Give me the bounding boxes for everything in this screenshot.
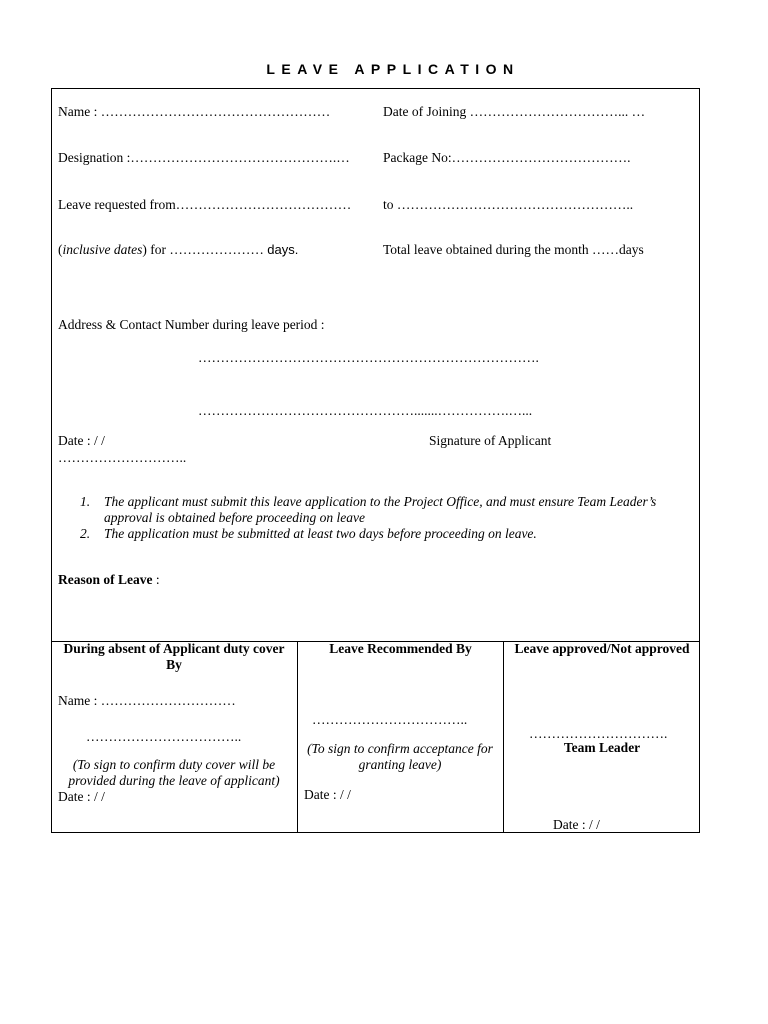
recommended-by-header: Leave Recommended By — [329, 641, 472, 656]
signature-label: Signature of Applicant — [429, 433, 552, 448]
leave-to-field[interactable]: to …………………………………………….. — [383, 197, 634, 212]
date-of-joining-field[interactable]: Date of Joining ……………………………... … — [383, 104, 646, 119]
total-leave-field[interactable]: Total leave obtained during the month ……days — [383, 242, 644, 257]
recommended-signature-line[interactable]: …………………………….. — [312, 712, 468, 727]
address-line-2[interactable]: ………………………………………….......…………….…... — [198, 403, 533, 418]
inclusive-dates-label: inclusive dates — [62, 242, 143, 257]
days-period: . — [294, 242, 299, 257]
duty-cover-name-field[interactable]: Name : ………………………… — [58, 693, 236, 708]
leave-days-field[interactable] — [58, 242, 298, 258]
note-text: The application must be submitted at least two days before proceeding on leave. — [104, 526, 537, 541]
approval-date-field[interactable]: Date : / / — [553, 817, 600, 832]
package-no-field[interactable]: Package No:…………………………………. — [383, 150, 631, 165]
address-line-1[interactable]: …………………………………………………………………. — [198, 350, 539, 365]
duty-cover-note: (To sign to confirm duty cover will be provided during the leave of applicant) — [68, 757, 280, 788]
designation-field[interactable]: Designation :……………………………………….… — [58, 150, 350, 165]
address-label: Address & Contact Number during leave period : — [58, 317, 325, 332]
team-leader-label: Team Leader — [563, 740, 641, 755]
reason-label: Reason of Leave — [58, 572, 153, 587]
duty-cover-date-field[interactable]: Date : / / — [58, 789, 105, 804]
approval-header: Leave approved/Not approved — [514, 641, 690, 656]
days-label: days — [267, 242, 295, 257]
note-number: 1. — [80, 494, 91, 509]
signature-line[interactable]: ……………………….. — [58, 450, 187, 465]
duty-cover-header: During absent of Applicant duty cover By — [63, 641, 285, 672]
duty-cover-signature-line[interactable]: …………………………….. — [86, 729, 242, 744]
inclusive-for-label: ) for ………………… — [142, 242, 264, 257]
reason-field[interactable] — [58, 572, 160, 588]
note-number: 2. — [80, 526, 91, 541]
note-item — [80, 526, 700, 542]
notes-list — [80, 494, 700, 542]
form-title: LEAVE APPLICATION — [266, 61, 520, 77]
note-item — [80, 494, 700, 526]
leave-from-field[interactable]: Leave requested from………………………………… — [58, 197, 352, 212]
date-field[interactable]: Date : / / — [58, 433, 105, 448]
recommended-note: (To sign to confirm acceptance for granting leave) — [307, 741, 493, 772]
recommended-date-field[interactable]: Date : / / — [304, 787, 351, 802]
reason-colon: : — [152, 572, 160, 587]
approval-signature-line[interactable]: …………………………. — [529, 726, 668, 741]
column-divider — [503, 641, 504, 833]
note-text: The applicant must submit this leave application to the Project Office, and must ensure Team Leader’s approval is obtained before proceeding on leave — [104, 494, 657, 525]
inclusive-open-paren: ( — [58, 242, 63, 257]
column-divider — [297, 641, 298, 833]
name-field[interactable]: Name : …………………………………………… — [58, 104, 331, 119]
